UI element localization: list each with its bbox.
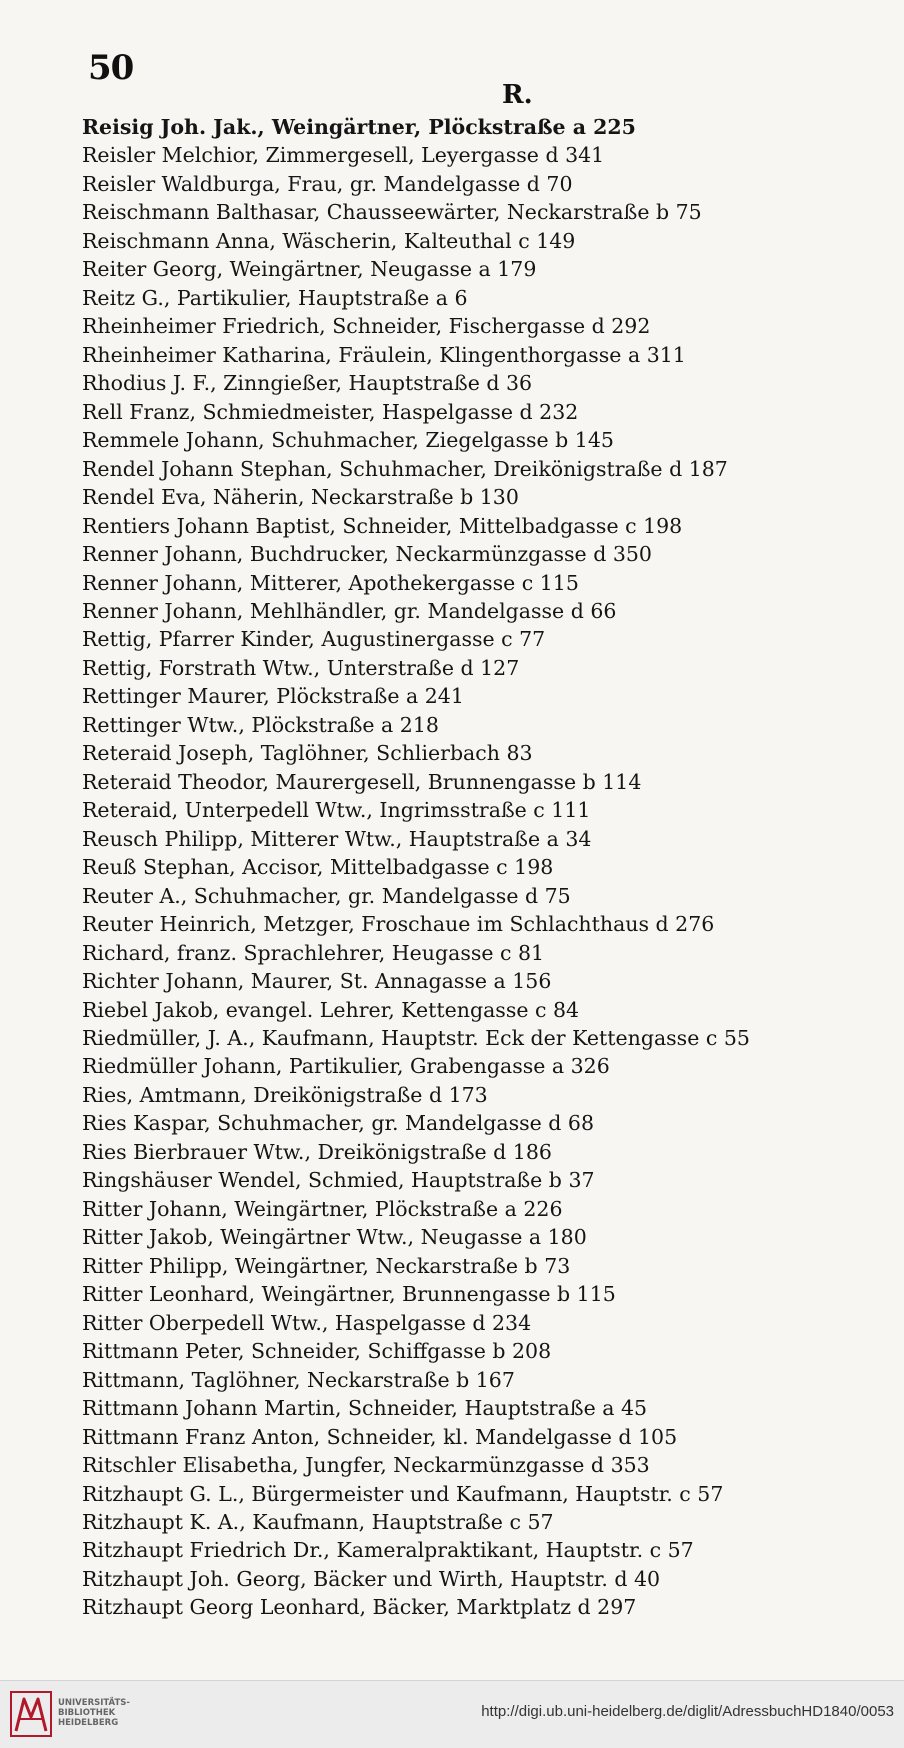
address-entry: Renner Johann, Mehlhändler, gr. Mandelgasse d 66 bbox=[82, 598, 617, 623]
address-entry: Reisig Joh. Jak., Weingärtner, Plöckstraße a 225 bbox=[82, 115, 636, 139]
address-entry: Rhodius J. F., Zinngießer, Hauptstraße d 36 bbox=[82, 371, 533, 396]
address-entry: Ritzhaupt Georg Leonhard, Bäcker, Marktplatz d 297 bbox=[82, 1595, 637, 1620]
address-entry: Richard, franz. Sprachlehrer, Heugasse c 81 bbox=[82, 940, 545, 965]
address-entry: Renner Johann, Buchdrucker, Neckarmünzgasse d 350 bbox=[82, 542, 652, 567]
address-entry: Remmele Johann, Schuhmacher, Ziegelgasse b 145 bbox=[82, 428, 614, 453]
address-entry: Rettinger Wtw., Plöckstraße a 218 bbox=[82, 712, 439, 737]
library-wordmark bbox=[58, 1698, 130, 1728]
address-entry: Rheinheimer Katharina, Fräulein, Klingenthorgasse a 311 bbox=[82, 342, 686, 367]
viewer-footer bbox=[0, 1680, 904, 1748]
address-entry: Reuter Heinrich, Metzger, Froschaue im Schlachthaus d 276 bbox=[82, 912, 715, 937]
address-entry: Ritschler Elisabetha, Jungfer, Neckarmünzgasse d 353 bbox=[82, 1453, 650, 1478]
address-entry: Rittmann Franz Anton, Schneider, kl. Mandelgasse d 105 bbox=[82, 1424, 678, 1449]
address-entry: Riebel Jakob, evangel. Lehrer, Kettengasse c 84 bbox=[82, 997, 580, 1022]
address-entry: Rittmann Johann Martin, Schneider, Hauptstraße a 45 bbox=[82, 1396, 648, 1421]
address-entry: Ritter Leonhard, Weingärtner, Brunnengasse b 115 bbox=[82, 1282, 616, 1307]
address-entry: Ringshäuser Wendel, Schmied, Hauptstraße b 37 bbox=[82, 1168, 595, 1193]
address-entry: Reusch Philipp, Mitterer Wtw., Hauptstraße a 34 bbox=[82, 826, 592, 851]
address-entry: Reiter Georg, Weingärtner, Neugasse a 179 bbox=[82, 257, 537, 282]
address-entry: Rettig, Pfarrer Kinder, Augustinergasse c 77 bbox=[82, 627, 546, 652]
address-entry: Ries, Amtmann, Dreikönigstraße d 173 bbox=[82, 1082, 488, 1107]
address-entry: Riedmüller Johann, Partikulier, Grabengasse a 326 bbox=[82, 1054, 610, 1079]
address-entry: Rheinheimer Friedrich, Schneider, Fischergasse d 292 bbox=[82, 314, 651, 339]
address-entry: Ritzhaupt Joh. Georg, Bäcker und Wirth, Hauptstr. d 40 bbox=[82, 1566, 661, 1591]
address-entry: Rentiers Johann Baptist, Schneider, Mittelbadgasse c 198 bbox=[82, 513, 683, 538]
address-entry: Reitz G., Partikulier, Hauptstraße a 6 bbox=[82, 285, 468, 310]
address-entry: Rendel Eva, Näherin, Neckarstraße b 130 bbox=[82, 485, 519, 510]
address-entry: Richter Johann, Maurer, St. Annagasse a 156 bbox=[82, 969, 552, 994]
address-entry: Rettig, Forstrath Wtw., Unterstraße d 127 bbox=[82, 655, 520, 680]
address-entry: Rittmann, Taglöhner, Neckarstraße b 167 bbox=[82, 1367, 515, 1392]
address-entry: Reteraid Theodor, Maurergesell, Brunnengasse b 114 bbox=[82, 769, 642, 794]
address-entry: Ritter Johann, Weingärtner, Plöckstraße a 226 bbox=[82, 1196, 563, 1221]
address-entry: Ritzhaupt K. A., Kaufmann, Hauptstraße c 57 bbox=[82, 1509, 554, 1534]
address-entry: Reisler Melchior, Zimmergesell, Leyergasse d 341 bbox=[82, 143, 605, 168]
logo-line-1: UNIVERSITÄTS- bbox=[58, 1698, 130, 1708]
address-entry: Renner Johann, Mitterer, Apothekergasse c 115 bbox=[82, 570, 579, 595]
address-entry: Riedmüller, J. A., Kaufmann, Hauptstr. Eck der Kettengasse c 55 bbox=[82, 1026, 750, 1050]
address-entry: Reischmann Balthasar, Chausseewärter, Neckarstraße b 75 bbox=[82, 200, 702, 225]
heidelberg-university-library-logo-icon bbox=[10, 1691, 52, 1737]
address-entry: Rendel Johann Stephan, Schuhmacher, Dreikönigstraße d 187 bbox=[82, 456, 728, 481]
address-entry: Reuter A., Schuhmacher, gr. Mandelgasse d 75 bbox=[82, 883, 571, 908]
address-entry: Rittmann Peter, Schneider, Schiffgasse b 208 bbox=[82, 1339, 552, 1364]
logo-line-2: BIBLIOTHEK bbox=[58, 1708, 116, 1718]
address-entry: Reteraid Joseph, Taglöhner, Schlierbach 83 bbox=[82, 741, 533, 766]
address-entry: Reischmann Anna, Wäscherin, Kalteuthal c 149 bbox=[82, 228, 576, 253]
logo-line-3: HEIDELBERG bbox=[58, 1718, 119, 1728]
address-entry: Rell Franz, Schmiedmeister, Haspelgasse d 232 bbox=[82, 399, 579, 424]
section-letter: R. bbox=[502, 80, 533, 110]
address-entry: Reisler Waldburga, Frau, gr. Mandelgasse d 70 bbox=[82, 171, 573, 196]
address-entry: Ritter Philipp, Weingärtner, Neckarstraße b 73 bbox=[82, 1253, 571, 1278]
permalink-url[interactable]: http://digi.ub.uni-heidelberg.de/diglit/AdressbuchHD1840/0053 bbox=[481, 1703, 894, 1720]
address-entry: Ritter Jakob, Weingärtner Wtw., Neugasse a 180 bbox=[82, 1225, 587, 1250]
address-entry: Ries Bierbrauer Wtw., Dreikönigstraße d 186 bbox=[82, 1139, 552, 1164]
address-entries bbox=[82, 113, 892, 1622]
address-entry: Reuß Stephan, Accisor, Mittelbadgasse c 198 bbox=[82, 855, 554, 880]
address-entry: Ritzhaupt G. L., Bürgermeister und Kaufmann, Hauptstr. c 57 bbox=[82, 1481, 724, 1506]
address-entry: Rettinger Maurer, Plöckstraße a 241 bbox=[82, 684, 464, 709]
address-entry: Ries Kaspar, Schuhmacher, gr. Mandelgasse d 68 bbox=[82, 1111, 595, 1136]
address-entry: Ritzhaupt Friedrich Dr., Kameralpraktikant, Hauptstr. c 57 bbox=[82, 1538, 694, 1563]
address-entry: Ritter Oberpedell Wtw., Haspelgasse d 234 bbox=[82, 1310, 532, 1335]
page-number: 50 bbox=[88, 48, 134, 88]
address-entry: Reteraid, Unterpedell Wtw., Ingrimsstraße c 111 bbox=[82, 798, 591, 823]
